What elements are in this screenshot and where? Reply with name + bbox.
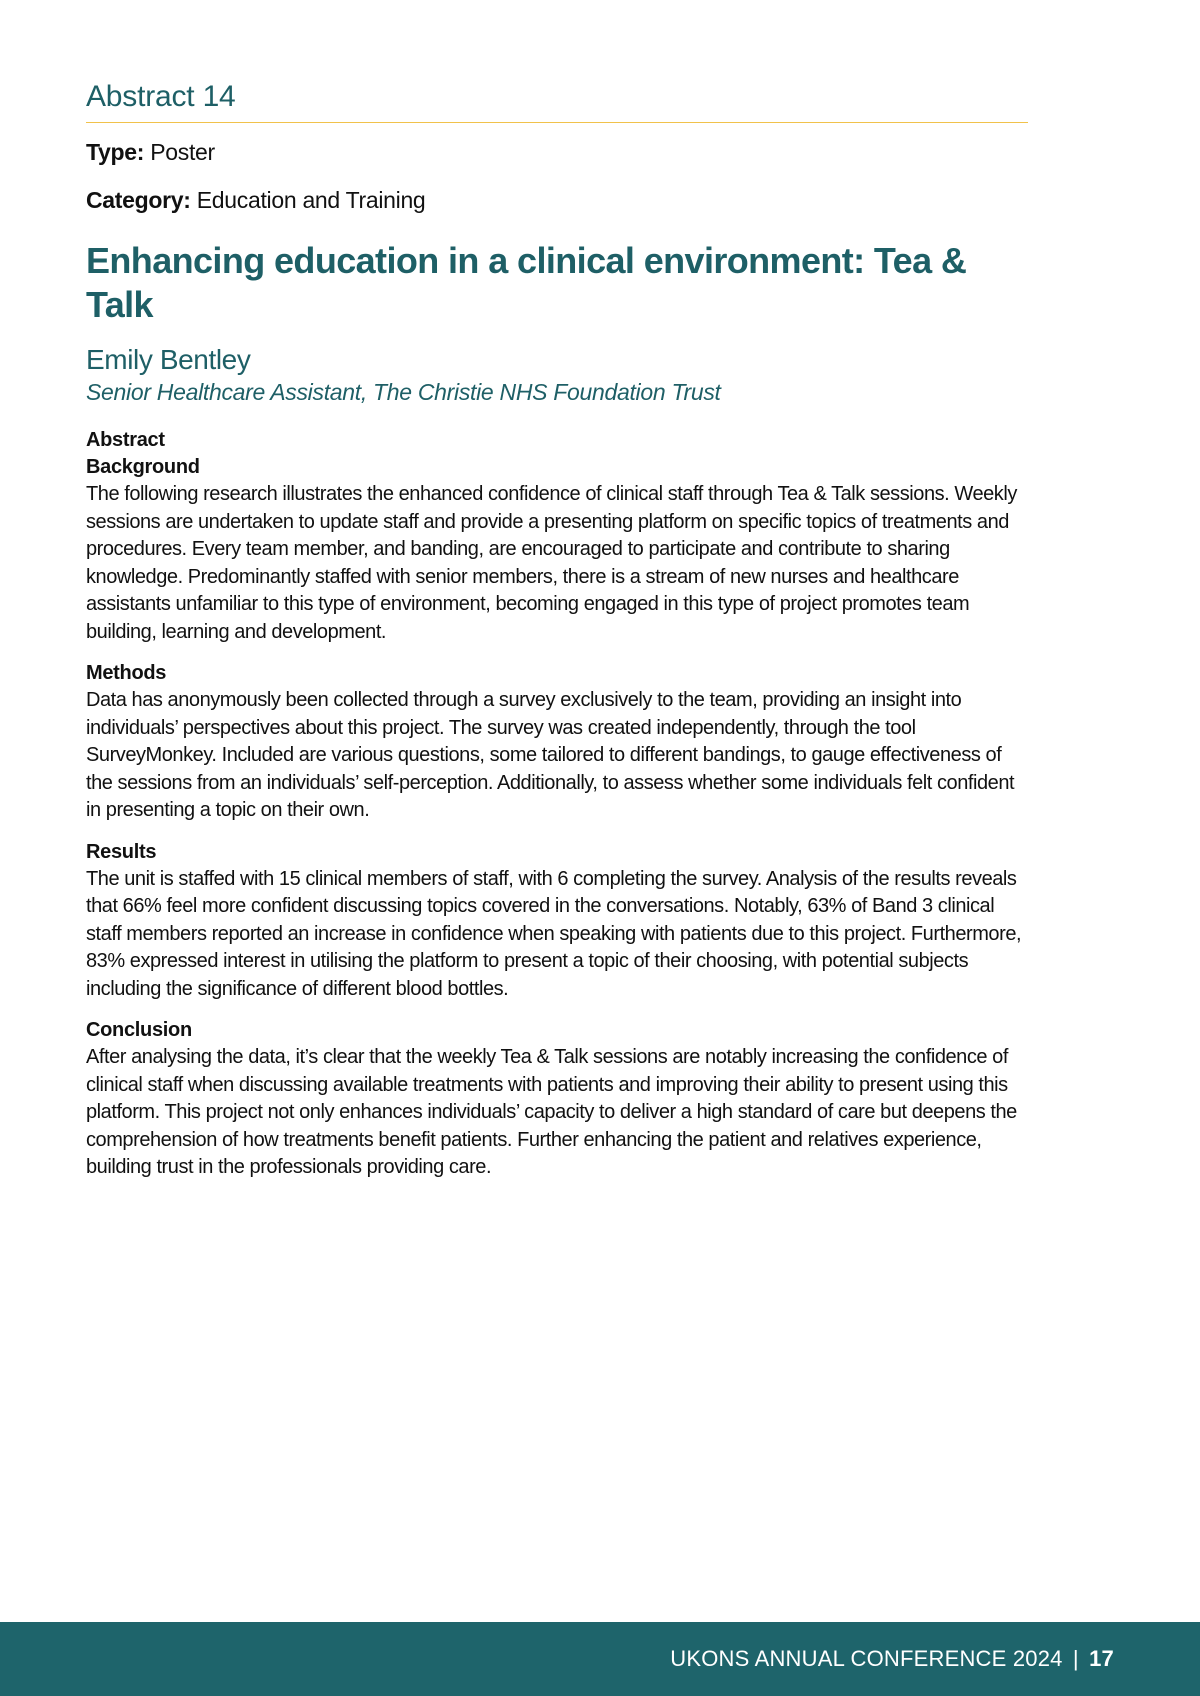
section-body: The following research illustrates the enhanced confidence of clinical staff through Tea & Talk sessions. Weekly sessions are undertaken to update staff and provide a presenting platform on specific topics of treatments and procedures. Every team member, and banding, are encouraged to participate and contribute to sharing knowledge. Predominantly staffed with senior members, there is a stream of new nurses and healthcare assistants unfamiliar to this type of environment, becoming engaged in this type of project promotes team building, learning and development. [86, 483, 1017, 643]
author-name: Emily Bentley [86, 344, 251, 375]
footer-separator: | [1072, 1646, 1079, 1671]
section-body: Data has anonymously been collected through a survey exclusively to the team, providing an insight into individuals’ perspectives about this project. The survey was created independently, through the tool SurveyMonkey. Included are various questions, some tailored to different bandings, to gauge effectiveness of the sessions from an individuals’ self-perception. Additionally, to assess whether some individuals felt confident in presenting a topic on their own. [86, 689, 1015, 821]
section-heading: Conclusion [86, 1019, 192, 1041]
section-conclusion [86, 1017, 1028, 1182]
page-number: 17 [1089, 1646, 1114, 1671]
page-footer [0, 1622, 1200, 1696]
conference-name: UKONS ANNUAL CONFERENCE 2024 [670, 1646, 1063, 1671]
section-body: The unit is staffed with 15 clinical members of staff, with 6 completing the survey. Analysis of the results reveals that 66% feel more confident discussing topics covered in the conversations. Notably, 63% of Band 3 clinical staff members reported an increase in confidence when speaking with patients due to this project. Furthermore, 83% expressed interest in utilising the platform to present a topic of their choosing, with potential subjects including the significance of different blood bottles. [86, 867, 1022, 1000]
section-background [86, 454, 1028, 646]
author-affiliation: Senior Healthcare Assistant, The Christie NHS Foundation Trust [86, 379, 721, 405]
footer-text [670, 1644, 1114, 1674]
category-value: Education and Training [196, 187, 426, 213]
category-label: Category: [86, 187, 191, 213]
section-heading: Methods [86, 662, 167, 684]
article-title: Enhancing education in a clinical environment: Tea & Talk [86, 240, 967, 325]
category-line [86, 185, 1028, 215]
section-body: After analysing the data, it’s clear that the weekly Tea & Talk sessions are notably increasing the confidence of clinical staff when discussing available treatments with patients and improving their ability to present using this platform. This project not only enhances individuals’ capacity to deliver a high standard of care but deepens the comprehension of how treatments benefit patients. Further enhancing the patient and relatives experience, building trust in the professionals providing care. [86, 1046, 1017, 1178]
type-value: Poster [150, 139, 215, 165]
abstract-label: Abstract [86, 429, 165, 451]
abstract-number: Abstract 14 [86, 78, 1028, 123]
section-heading: Results [86, 840, 157, 863]
type-label: Type: [86, 139, 145, 165]
section-methods [86, 660, 1028, 825]
section-results [86, 839, 1028, 1004]
section-heading: Background [86, 456, 200, 478]
type-line [86, 137, 1028, 167]
page-content [86, 78, 1028, 1182]
